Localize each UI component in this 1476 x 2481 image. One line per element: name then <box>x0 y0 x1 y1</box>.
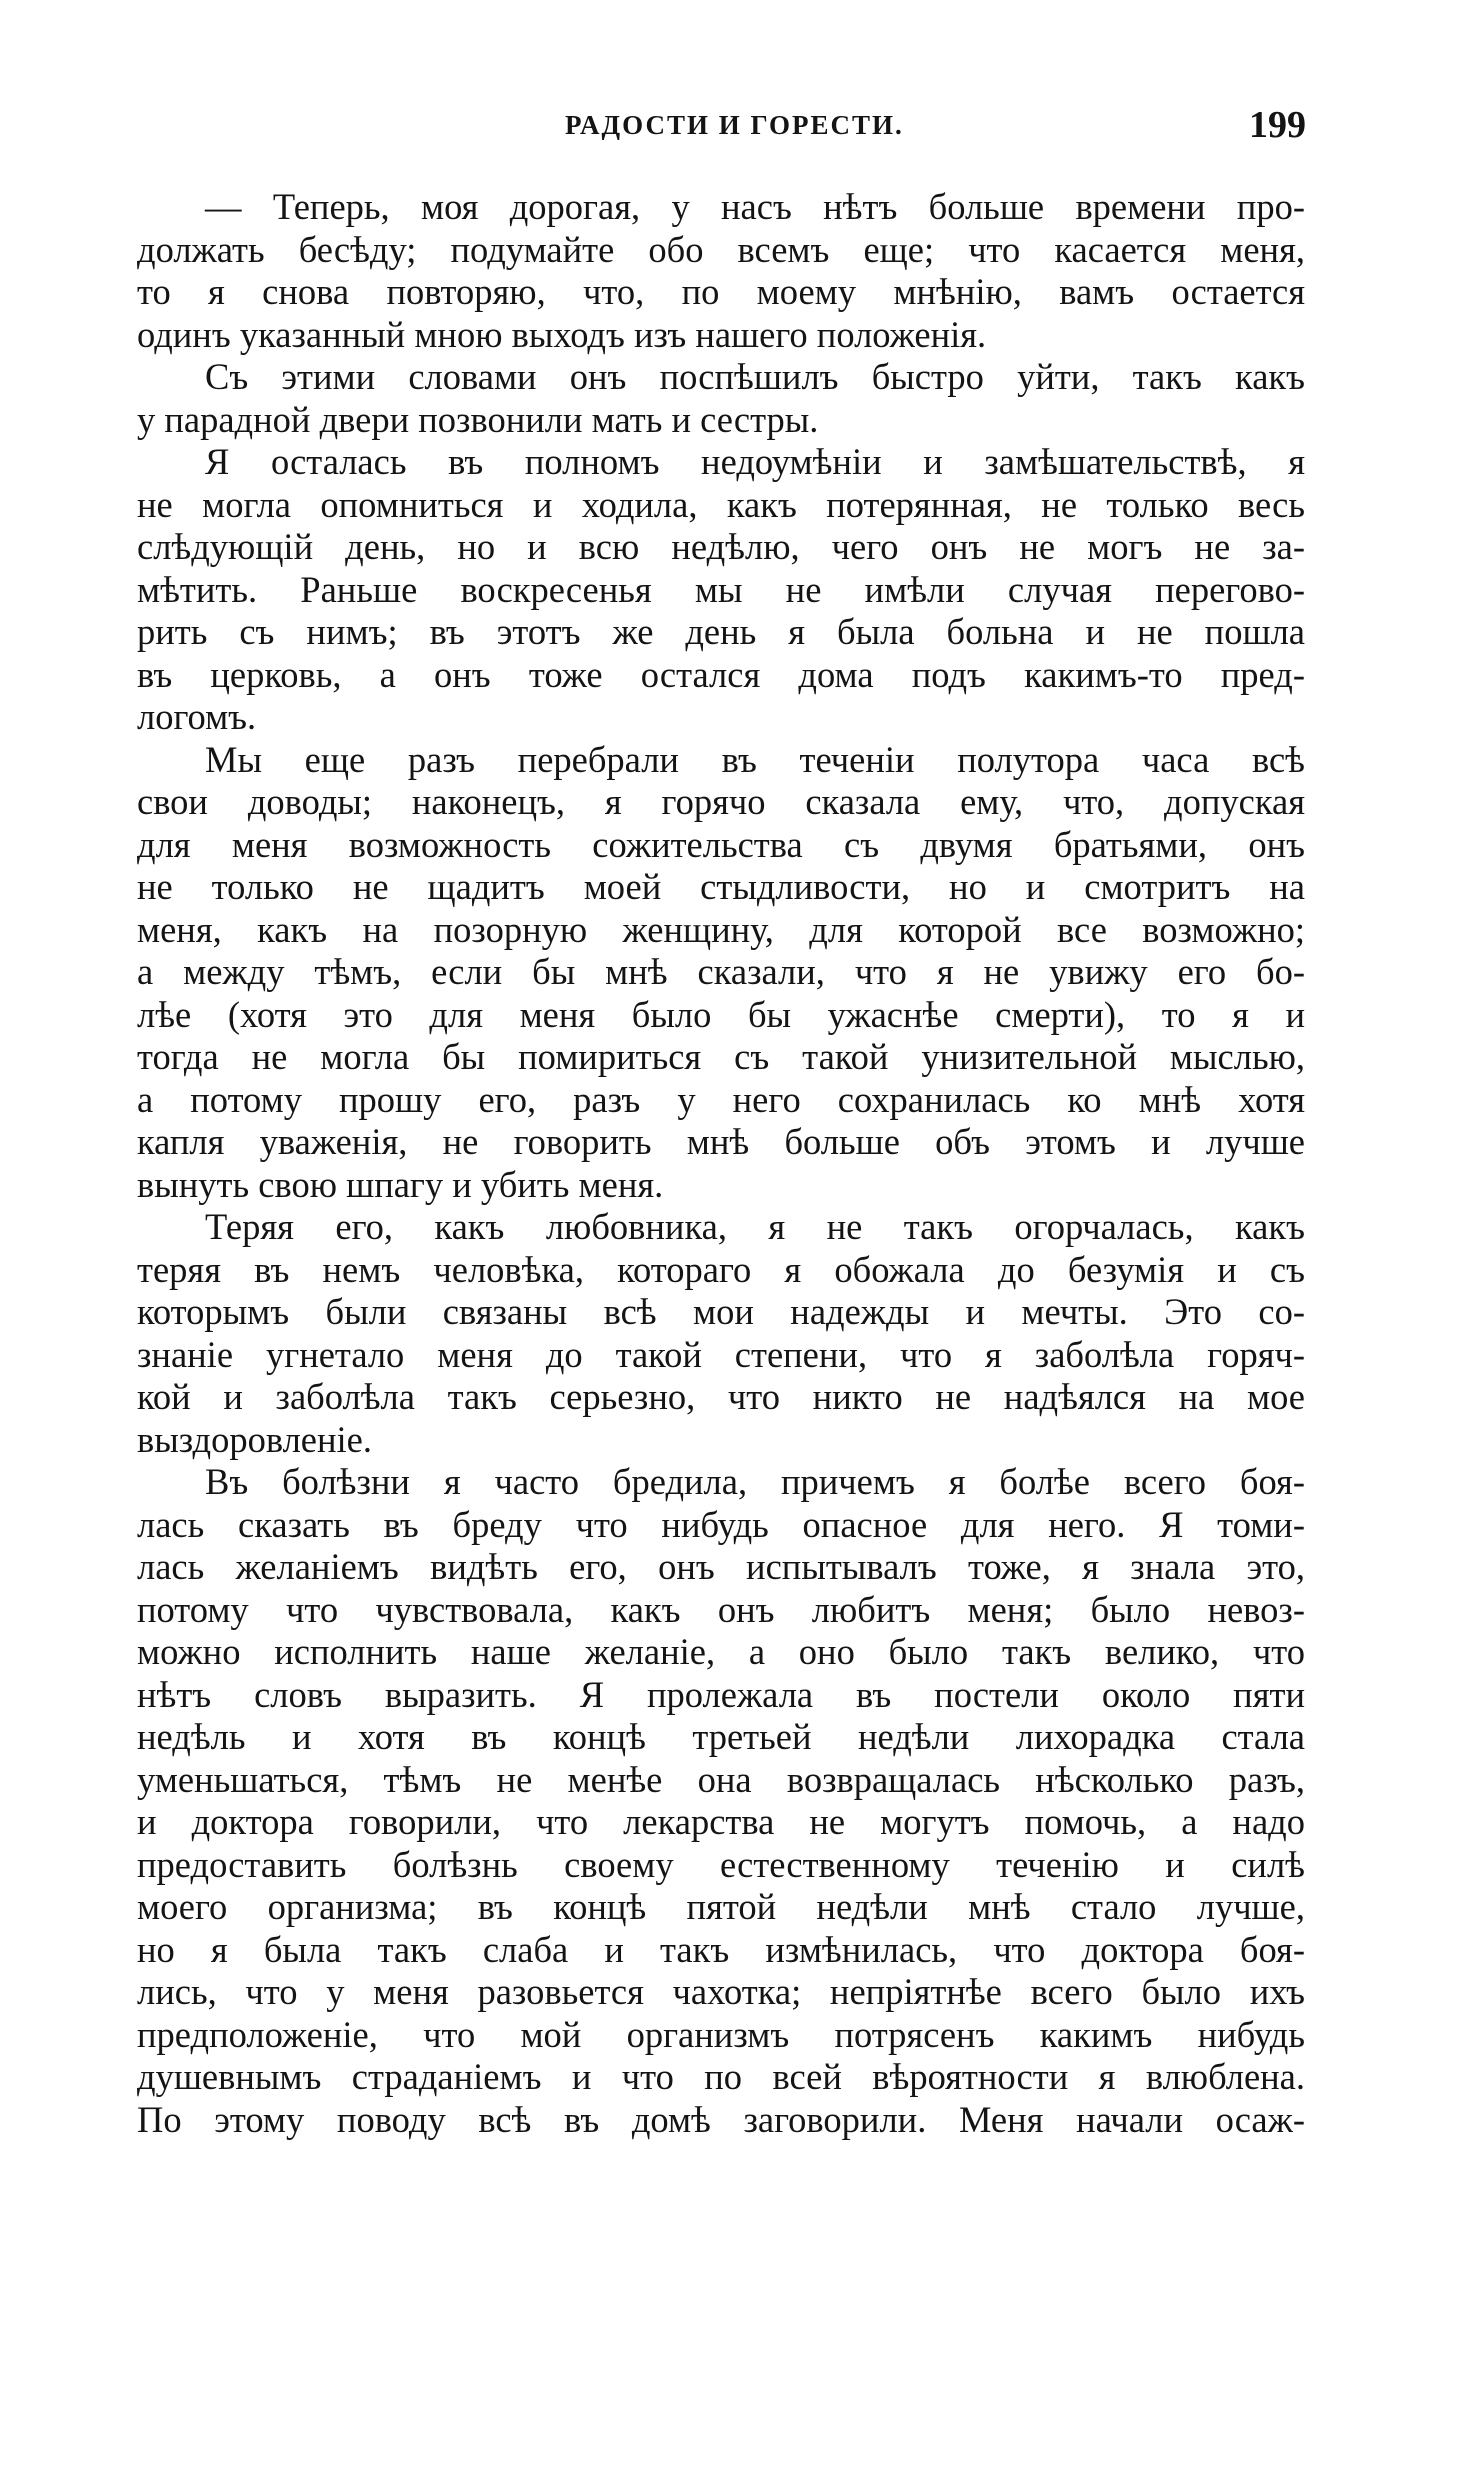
text-line: Мы еще разъ перебрали въ теченіи полутора часа всѣ <box>205 738 1305 780</box>
text-line: уменьшаться, тѣмъ не менѣе она возвращалась нѣсколько разъ, <box>137 1758 1305 1800</box>
text-line: можно исполнить наше желаніе, а оно было такъ велико, что <box>137 1631 1305 1672</box>
text-line: для меня возможность сожительства съ двумя братьями, онъ <box>137 823 1305 865</box>
text-line: душевнымъ страданіемъ и что по всей вѣроятности я влюблена. <box>137 2056 1305 2097</box>
paragraph <box>137 739 1305 1207</box>
text-line: тогда не могла бы помириться съ такой унизительной мыслью, <box>137 1036 1305 1077</box>
text-line: теряя въ немъ человѣка, котораго я обожала до безумія и съ <box>137 1248 1305 1290</box>
text-line: у парадной двери позвонили мать и сестры. <box>137 398 819 440</box>
text-line: нѣтъ словъ выразить. Я пролежала въ постели около пяти <box>137 1673 1305 1715</box>
text-line: недѣль и хотя въ концѣ третьей недѣли лихорадка стала <box>137 1716 1305 1757</box>
paragraph <box>137 186 1305 356</box>
text-line: предположеніе, что мой организмъ потрясенъ какимъ нибудь <box>137 2013 1305 2055</box>
text-line: рить съ нимъ; въ этотъ же день я была больна и не пошла <box>137 611 1305 652</box>
page-number: 199 <box>1249 104 1306 146</box>
text-line: одинъ указанный мною выходъ изъ нашего положенія. <box>137 313 987 355</box>
text-line: лись, что у меня разовьется чахотка; непріятнѣе всего было ихъ <box>137 1971 1305 2012</box>
paragraph <box>137 356 1305 441</box>
text-line: Я осталась въ полномъ недоумѣніи и замѣшательствѣ, я <box>205 441 1305 482</box>
text-line: капля уваженія, не говорить мнѣ больше объ этомъ и лучше <box>137 1121 1305 1162</box>
text-line: Въ болѣзни я часто бредила, причемъ я болѣе всего боя- <box>205 1461 1305 1502</box>
text-line: По этому поводу всѣ въ домѣ заговорили. Меня начали осаж- <box>137 2098 1305 2140</box>
text-line: должать бесѣду; подумайте обо всемъ еще; что касается меня, <box>137 228 1305 270</box>
text-line: свои доводы; наконецъ, я горячо сказала ему, что, допуская <box>137 781 1305 822</box>
text-line: лѣе (хотя это для меня было бы ужаснѣе смерти), то я и <box>137 993 1305 1035</box>
text-line: логомъ. <box>137 696 257 737</box>
paragraph <box>137 1206 1305 1461</box>
text-line: лась желаніемъ видѣть его, онъ испытывалъ тоже, я знала это, <box>137 1546 1305 1587</box>
text-line: Съ этими словами онъ поспѣшилъ быстро уйти, такъ какъ <box>205 356 1305 397</box>
text-line: вынуть свою шпагу и убить меня. <box>137 1163 664 1205</box>
text-line: а между тѣмъ, если бы мнѣ сказали, что я не увижу его бо- <box>137 951 1305 992</box>
running-title: РАДОСТИ И ГОРЕСТИ. <box>565 110 904 140</box>
paragraph <box>137 441 1305 739</box>
text-line: потому что чувствовала, какъ онъ любитъ меня; было невоз- <box>137 1588 1305 1630</box>
text-line: Теряя его, какъ любовника, я не такъ огорчалась, какъ <box>205 1206 1305 1247</box>
text-line: а потому прошу его, разъ у него сохранилась ко мнѣ хотя <box>137 1078 1305 1120</box>
text-line: моего организма; въ концѣ пятой недѣли мнѣ стало лучше, <box>137 1886 1305 1927</box>
text-line: выздоровленіе. <box>137 1418 373 1460</box>
text-line: мѣтить. Раньше воскресенья мы не имѣли случая перегово- <box>137 568 1305 610</box>
text-line: не могла опомниться и ходила, какъ потерянная, не только весь <box>137 483 1305 525</box>
text-line: но я была такъ слаба и такъ измѣнилась, что доктора боя- <box>137 1928 1305 1970</box>
text-line: и доктора говорили, что лекарства не могутъ помочь, а надо <box>137 1801 1305 1842</box>
paragraph <box>137 1461 1305 2141</box>
text-line: то я снова повторяю, что, по моему мнѣнію, вамъ остается <box>137 271 1305 312</box>
text-line: которымъ были связаны всѣ мои надежды и мечты. Это со- <box>137 1291 1305 1332</box>
body-text <box>137 186 1305 2141</box>
text-line: кой и заболѣла такъ серьезно, что никто не надѣялся на мое <box>137 1376 1305 1417</box>
text-line: знаніе угнетало меня до такой степени, что я заболѣла горяч- <box>137 1333 1305 1375</box>
text-line: въ церковь, а онъ тоже остался дома подъ какимъ-то пред- <box>137 653 1305 695</box>
text-line: лась сказать въ бреду что нибудь опасное для него. Я томи- <box>137 1503 1305 1545</box>
text-line: меня, какъ на позорную женщину, для которой все возможно; <box>137 908 1305 950</box>
text-line: не только не щадитъ моей стыдливости, но и смотритъ на <box>137 866 1305 907</box>
text-line: — Теперь, моя дорогая, у насъ нѣтъ больше времени про- <box>205 186 1305 227</box>
text-line: предоставить болѣзнь своему естественному теченію и силѣ <box>137 1843 1305 1885</box>
text-line: слѣдующій день, но и всю недѣлю, чего онъ не могъ не за- <box>137 526 1305 567</box>
